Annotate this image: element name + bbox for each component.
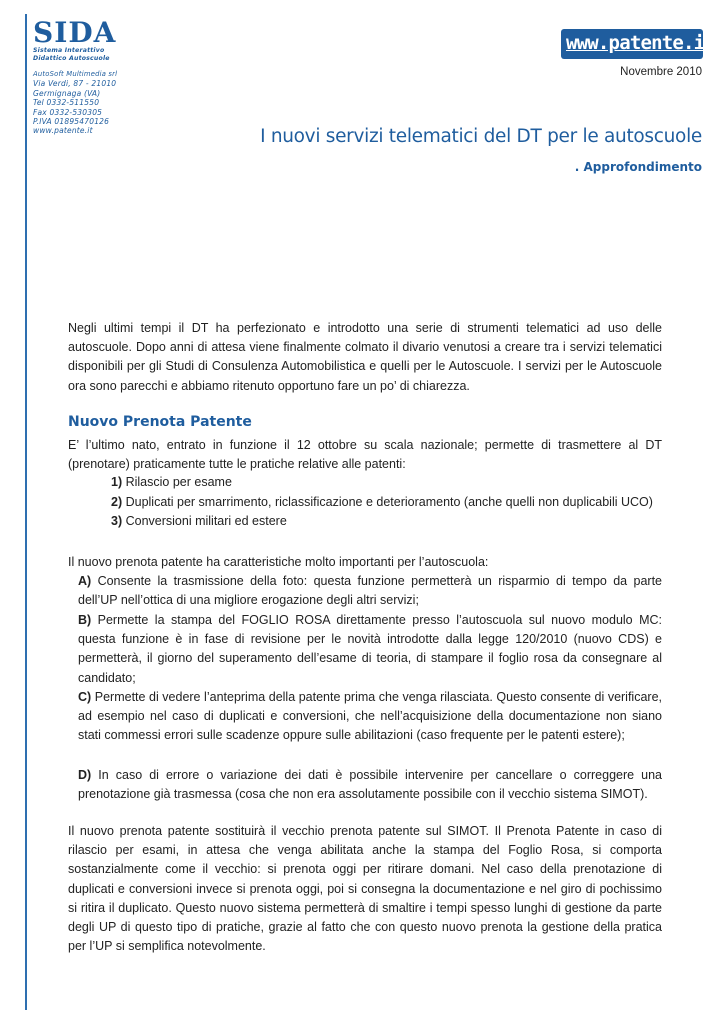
contact-company: AutoSoft Multimedia srl [33, 70, 118, 78]
document-subtitle: . Approfondimento [574, 160, 702, 174]
left-margin-rule [25, 14, 27, 1010]
logo-subtitle-2: Didattico Autoscuole [33, 55, 110, 62]
list-text: Conversioni militari ed estere [122, 514, 287, 528]
section-intro-text: E’ l’ultimo nato, entrato in funzione il 12 ottobre su scala nazionale; permette di trasmettere al DT (prenotare) praticamente tutte le pratiche relative alle patenti: [68, 438, 662, 472]
section-heading: Nuovo Prenota Patente [68, 414, 252, 430]
section-intro-paragraph [68, 436, 662, 474]
contact-city: Germignaga (VA) [33, 88, 101, 98]
feature-label: A) [78, 574, 92, 588]
feature-text: Consente la trasmissione della foto: questa funzione permetterà un risparmio di tempo da parte dell’UP nell’ottica di una migliore erogazione degli altri servizi; [78, 574, 662, 608]
feature-text: In caso di errore o variazione dei dati è possibile intervenire per cancellare o correggere una prenotazione già trasmessa (cosa che non era assolutamente possibile con il vecchio sistema SIMOT). [78, 768, 662, 802]
logo-wordmark: SIDA [33, 16, 117, 49]
contact-website[interactable]: www.patente.it [33, 126, 93, 136]
feature-label: B) [78, 613, 92, 627]
intro-text: Negli ultimi tempi il DT ha perfezionato e introdotto una serie di strumenti telematici ad uso delle autoscuole. Dopo anni di attesa viene finalmente colmato il divario venutosi a creare tra i servizi telematici disponibili per gli Studi di Consulenza Automobilistica e quelli per le Autoscuole. I servizi per le Autoscuole ora sono parecchi e abbiamo ritenuto opportuno fare un po’ di chiarezza. [68, 321, 662, 393]
list-item [111, 495, 653, 509]
feature-label: C) [78, 690, 92, 704]
list-text: Duplicati per smarrimento, riclassificazione e deterioramento (anche quelli non duplicabili UCO) [122, 495, 653, 509]
features-intro-paragraph [68, 553, 662, 572]
closing-text: Il nuovo prenota patente sostituirà il vecchio prenota patente sul SIMOT. Il Prenota Patente in caso di rilascio per esami, in attesa che venga abilitata anche la stampa del Foglio Rosa, si comporta sostanzialmente come il vecchio: si prenota oggi per ritirare domani. Nel caso della prenotazione di duplicati e conversioni invece si prenota oggi, poi si consegna la documentazione e nel giro di pochissimo si ritira il duplicato. Questo nuovo sistema permetterà di smaltire i tempi spesso lunghi di gestione da parte degli UP di questo tipo di pratiche, grazie al fatto che con questo nuovo prenota la gestione della pratica per l’UP si semplifica notevolmente. [68, 824, 662, 954]
list-number: 1) [111, 475, 123, 489]
logo-subtitle-1: Sistema Interattivo [33, 47, 105, 54]
list-item [111, 514, 287, 528]
contact-phone: Tel 0332-511550 [33, 98, 100, 108]
feature-text: Permette di vedere l’anteprima della patente prima che venga rilasciata. Questo consente di verificare, ad esempio nel caso di duplicati e conversioni, che nell’acquisizione della documentazione non siano stati commessi errori sulle scadenze oppure sulle abilitazioni (caso frequente per le patenti estere); [78, 690, 662, 743]
badge-text: www.patente.it [566, 32, 715, 54]
feature-item-b [78, 611, 662, 688]
feature-item-d [78, 766, 662, 804]
feature-item-c [78, 688, 662, 746]
sida-logo [33, 16, 117, 62]
document-date: Novembre 2010 [620, 66, 702, 78]
contact-block [33, 70, 117, 136]
closing-paragraph [68, 822, 662, 956]
features-intro-text: Il nuovo prenota patente ha caratteristiche molto importanti per l’autoscuola: [68, 555, 489, 569]
contact-address: Via Verdi, 87 - 21010 [33, 79, 117, 89]
feature-item-a [78, 572, 662, 610]
list-text: Rilascio per esame [122, 475, 232, 489]
feature-text: Permette la stampa del FOGLIO ROSA direttamente presso l’autoscuola sul nuovo modulo MC: questa funzione è in fase di revisione per le novità introdotte dalla legge 120/2010 (nuovo CDS) e permetterà, il giorno del superamento dell’esame di teoria, di stampare il foglio rosa da consegnare al candidato; [78, 613, 662, 685]
list-item [111, 475, 232, 489]
list-number: 2) [111, 495, 123, 509]
contact-vat: P.IVA 01895470126 [33, 117, 110, 127]
feature-label: D) [78, 768, 92, 782]
contact-fax: Fax 0332-530305 [33, 107, 103, 117]
document-title: I nuovi servizi telematici del DT per le autoscuole [260, 126, 702, 147]
patente-website-badge[interactable] [561, 29, 715, 59]
list-number: 3) [111, 514, 123, 528]
intro-paragraph [68, 319, 662, 396]
